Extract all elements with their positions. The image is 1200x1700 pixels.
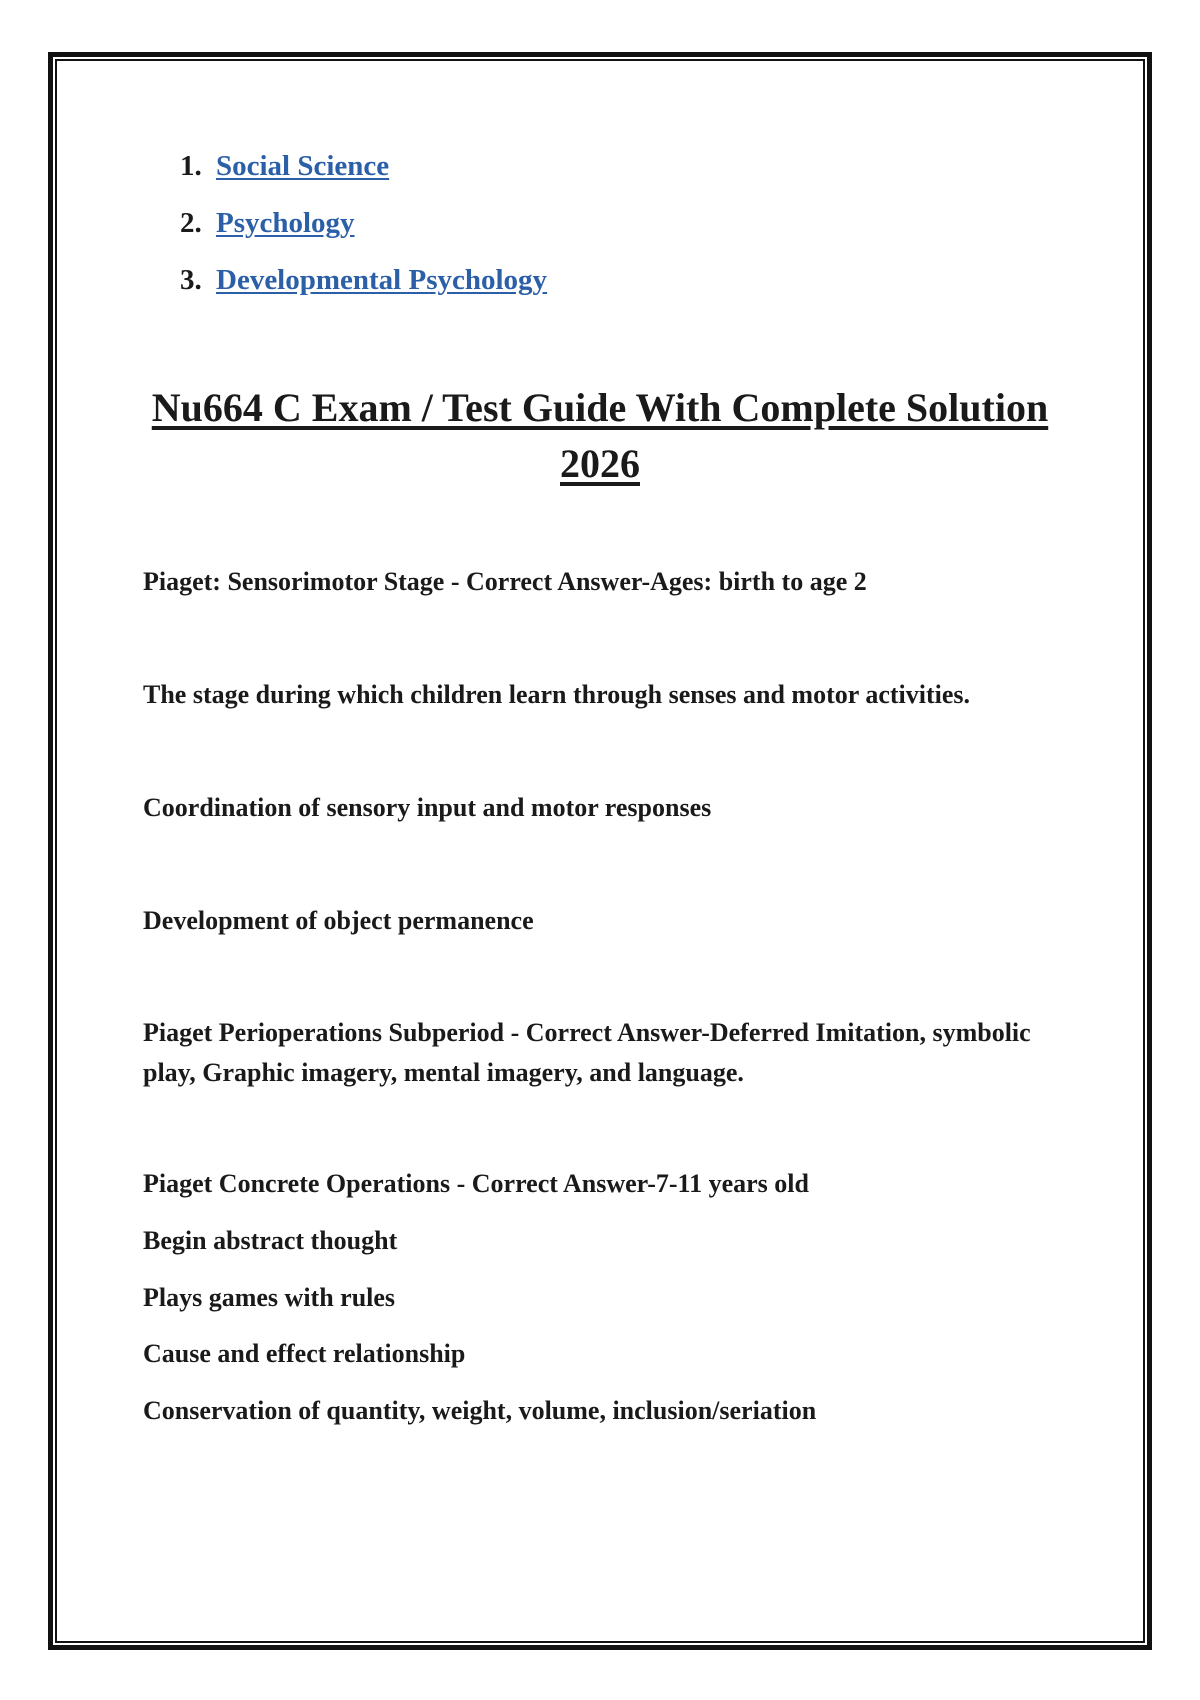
paragraph-stage-description: The stage during which children learn through senses and motor activities. xyxy=(143,680,970,709)
breadcrumb-item xyxy=(180,264,547,321)
paragraph-conservation: Conservation of quantity, weight, volume, inclusion/seriation xyxy=(143,1396,817,1425)
document-title-line2: 2026 xyxy=(560,441,640,486)
breadcrumb-number: 3. xyxy=(180,264,202,296)
paragraph-concrete-operations: Piaget Concrete Operations - Correct Answer-7-11 years old xyxy=(143,1169,809,1198)
document-title xyxy=(100,380,1100,492)
breadcrumb-item xyxy=(180,207,547,264)
paragraph-games-with-rules: Plays games with rules xyxy=(143,1283,396,1312)
breadcrumb-item xyxy=(180,150,547,207)
paragraph-perioperations: Piaget Perioperations Subperiod - Correct Answer-Deferred Imitation, symbolic play, Graphic imagery, mental imagery, and language. xyxy=(143,1018,1031,1087)
breadcrumb-number: 1. xyxy=(180,150,202,182)
breadcrumb-link-social-science[interactable]: Social Science xyxy=(216,150,390,182)
paragraph-sensorimotor: Piaget: Sensorimotor Stage - Correct Answer-Ages: birth to age 2 xyxy=(143,567,867,596)
paragraph-coordination: Coordination of sensory input and motor responses xyxy=(143,793,712,822)
document-title-line1: Nu664 C Exam / Test Guide With Complete Solution xyxy=(151,385,1049,430)
breadcrumb xyxy=(180,150,547,321)
paragraph-object-permanence: Development of object permanence xyxy=(143,906,534,935)
paragraph-cause-effect: Cause and effect relationship xyxy=(143,1339,466,1368)
breadcrumb-link-psychology[interactable]: Psychology xyxy=(216,207,355,239)
paragraph-abstract-thought: Begin abstract thought xyxy=(143,1226,398,1255)
breadcrumb-link-developmental-psychology[interactable]: Developmental Psychology xyxy=(216,264,548,296)
breadcrumb-number: 2. xyxy=(180,207,202,239)
